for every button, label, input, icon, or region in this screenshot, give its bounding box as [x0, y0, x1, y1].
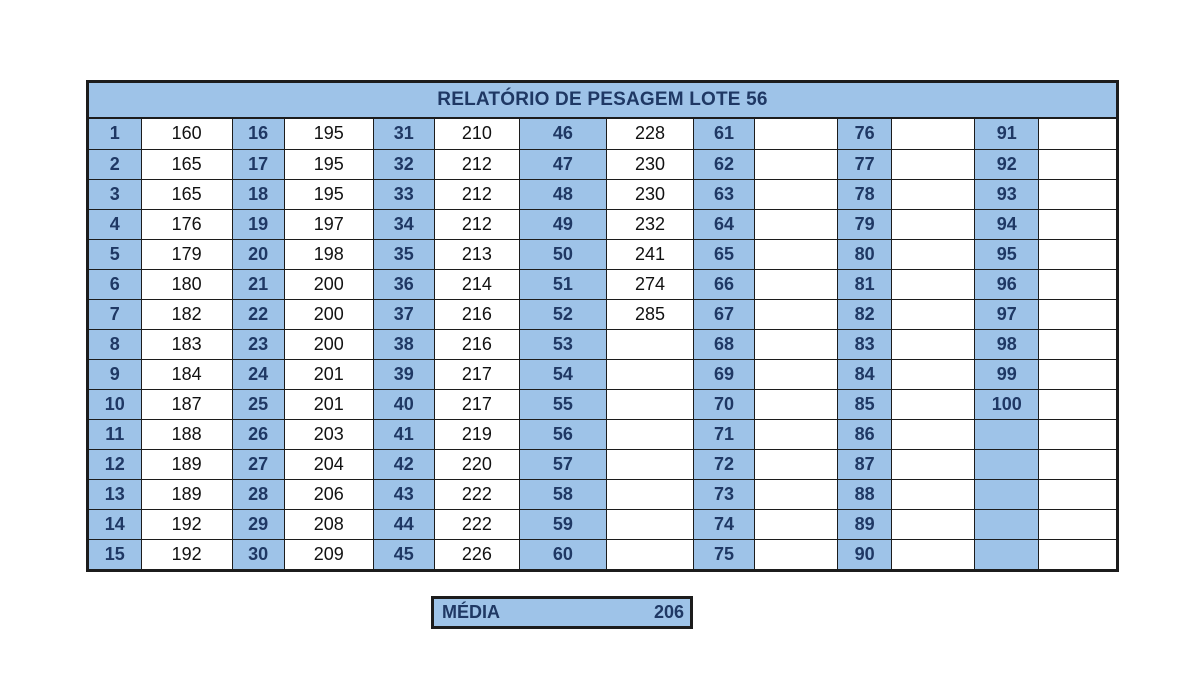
- animal-number-cell: 82: [838, 299, 892, 329]
- animal-number-cell: 14: [89, 509, 141, 539]
- animal-number-cell: 75: [694, 539, 755, 569]
- weight-cell: 214: [434, 269, 519, 299]
- animal-number-cell: 89: [838, 509, 892, 539]
- weight-cell: [606, 359, 693, 389]
- animal-number-cell: 10: [89, 389, 141, 419]
- weight-cell: 222: [434, 479, 519, 509]
- weight-cell: 228: [606, 119, 693, 149]
- table-row: [89, 209, 1116, 239]
- weight-cell: 285: [606, 299, 693, 329]
- animal-number-cell: 46: [519, 119, 606, 149]
- weight-cell: [755, 329, 838, 359]
- animal-number-cell: 88: [838, 479, 892, 509]
- weight-cell: [606, 449, 693, 479]
- animal-number-cell: 42: [373, 449, 434, 479]
- weight-cell: [892, 509, 975, 539]
- animal-number-cell: 16: [232, 119, 284, 149]
- animal-number-cell: 37: [373, 299, 434, 329]
- weight-cell: 195: [284, 149, 373, 179]
- animal-number-cell: 87: [838, 449, 892, 479]
- weight-cell: 209: [284, 539, 373, 569]
- animal-number-cell: 62: [694, 149, 755, 179]
- animal-number-cell: 72: [694, 449, 755, 479]
- weight-cell: 195: [284, 179, 373, 209]
- animal-number-cell: 95: [975, 239, 1039, 269]
- weight-cell: 197: [284, 209, 373, 239]
- weight-cell: [755, 509, 838, 539]
- weight-cell: [755, 479, 838, 509]
- animal-number-cell: 8: [89, 329, 141, 359]
- weight-cell: 274: [606, 269, 693, 299]
- weight-cell: 216: [434, 299, 519, 329]
- animal-number-cell: 24: [232, 359, 284, 389]
- weight-cell: 219: [434, 419, 519, 449]
- weight-cell: 183: [141, 329, 232, 359]
- weight-cell: [892, 119, 975, 149]
- animal-number-cell: 41: [373, 419, 434, 449]
- animal-number-cell: 50: [519, 239, 606, 269]
- weight-cell: [892, 479, 975, 509]
- animal-number-cell: 96: [975, 269, 1039, 299]
- weight-cell: [755, 269, 838, 299]
- weight-cell: [1039, 419, 1116, 449]
- animal-number-cell: 48: [519, 179, 606, 209]
- weight-cell: 192: [141, 539, 232, 569]
- animal-number-cell: 54: [519, 359, 606, 389]
- weighing-report-table: [86, 80, 1119, 572]
- table-row: [89, 299, 1116, 329]
- animal-number-cell: 63: [694, 179, 755, 209]
- weight-cell: [892, 239, 975, 269]
- weight-cell: [755, 539, 838, 569]
- weight-cell: 184: [141, 359, 232, 389]
- animal-number-cell: 56: [519, 419, 606, 449]
- weight-cell: 241: [606, 239, 693, 269]
- animal-number-cell: 40: [373, 389, 434, 419]
- table-row: [89, 239, 1116, 269]
- weight-cell: [755, 419, 838, 449]
- weights-grid: [89, 119, 1116, 569]
- animal-number-cell: 77: [838, 149, 892, 179]
- weight-cell: [892, 179, 975, 209]
- report-title: RELATÓRIO DE PESAGEM LOTE 56: [89, 83, 1116, 119]
- weight-cell: 195: [284, 119, 373, 149]
- animal-number-cell: [975, 539, 1039, 569]
- animal-number-cell: 18: [232, 179, 284, 209]
- table-row: [89, 509, 1116, 539]
- weight-cell: [892, 359, 975, 389]
- weight-cell: [1039, 479, 1116, 509]
- animal-number-cell: 97: [975, 299, 1039, 329]
- weight-cell: 212: [434, 209, 519, 239]
- weight-cell: 200: [284, 329, 373, 359]
- weight-cell: 226: [434, 539, 519, 569]
- animal-number-cell: 17: [232, 149, 284, 179]
- weight-cell: 212: [434, 149, 519, 179]
- animal-number-cell: 2: [89, 149, 141, 179]
- animal-number-cell: 76: [838, 119, 892, 149]
- weight-cell: 192: [141, 509, 232, 539]
- animal-number-cell: 52: [519, 299, 606, 329]
- animal-number-cell: 12: [89, 449, 141, 479]
- weight-cell: 200: [284, 269, 373, 299]
- animal-number-cell: 100: [975, 389, 1039, 419]
- weight-cell: [1039, 149, 1116, 179]
- animal-number-cell: 7: [89, 299, 141, 329]
- weight-cell: [1039, 359, 1116, 389]
- weight-cell: 201: [284, 359, 373, 389]
- animal-number-cell: 73: [694, 479, 755, 509]
- weight-cell: [1039, 449, 1116, 479]
- table-row: [89, 179, 1116, 209]
- animal-number-cell: 81: [838, 269, 892, 299]
- weight-cell: 217: [434, 389, 519, 419]
- animal-number-cell: 60: [519, 539, 606, 569]
- animal-number-cell: 19: [232, 209, 284, 239]
- animal-number-cell: 59: [519, 509, 606, 539]
- table-row: [89, 359, 1116, 389]
- animal-number-cell: 3: [89, 179, 141, 209]
- animal-number-cell: 31: [373, 119, 434, 149]
- animal-number-cell: 47: [519, 149, 606, 179]
- weight-cell: 210: [434, 119, 519, 149]
- weight-cell: [606, 389, 693, 419]
- animal-number-cell: 74: [694, 509, 755, 539]
- animal-number-cell: 99: [975, 359, 1039, 389]
- animal-number-cell: 80: [838, 239, 892, 269]
- weight-cell: [606, 479, 693, 509]
- weight-cell: [892, 299, 975, 329]
- weight-cell: [892, 209, 975, 239]
- weight-cell: [755, 119, 838, 149]
- animal-number-cell: 43: [373, 479, 434, 509]
- weight-cell: [606, 539, 693, 569]
- weight-cell: 200: [284, 299, 373, 329]
- animal-number-cell: 33: [373, 179, 434, 209]
- weight-cell: [892, 389, 975, 419]
- animal-number-cell: [975, 419, 1039, 449]
- weight-cell: [755, 449, 838, 479]
- animal-number-cell: 21: [232, 269, 284, 299]
- animal-number-cell: 98: [975, 329, 1039, 359]
- weight-cell: 198: [284, 239, 373, 269]
- animal-number-cell: 94: [975, 209, 1039, 239]
- animal-number-cell: 36: [373, 269, 434, 299]
- animal-number-cell: 90: [838, 539, 892, 569]
- animal-number-cell: 58: [519, 479, 606, 509]
- animal-number-cell: 79: [838, 209, 892, 239]
- weight-cell: 201: [284, 389, 373, 419]
- weight-cell: [1039, 239, 1116, 269]
- animal-number-cell: 39: [373, 359, 434, 389]
- animal-number-cell: 13: [89, 479, 141, 509]
- weight-cell: [606, 329, 693, 359]
- animal-number-cell: [975, 449, 1039, 479]
- animal-number-cell: 68: [694, 329, 755, 359]
- weight-cell: 213: [434, 239, 519, 269]
- weight-cell: [1039, 119, 1116, 149]
- animal-number-cell: 85: [838, 389, 892, 419]
- weight-cell: 212: [434, 179, 519, 209]
- weight-cell: [606, 509, 693, 539]
- animal-number-cell: 1: [89, 119, 141, 149]
- average-value: 206: [653, 602, 684, 622]
- weight-cell: 232: [606, 209, 693, 239]
- animal-number-cell: 32: [373, 149, 434, 179]
- animal-number-cell: 67: [694, 299, 755, 329]
- weight-cell: [755, 389, 838, 419]
- animal-number-cell: 9: [89, 359, 141, 389]
- weight-cell: 222: [434, 509, 519, 539]
- table-row: [89, 269, 1116, 299]
- weight-cell: 206: [284, 479, 373, 509]
- weight-cell: 188: [141, 419, 232, 449]
- weight-cell: [892, 269, 975, 299]
- weight-cell: [1039, 329, 1116, 359]
- weight-cell: 182: [141, 299, 232, 329]
- animal-number-cell: 44: [373, 509, 434, 539]
- animal-number-cell: 35: [373, 239, 434, 269]
- table-row: [89, 329, 1116, 359]
- animal-number-cell: 92: [975, 149, 1039, 179]
- weight-cell: 189: [141, 479, 232, 509]
- weight-cell: 187: [141, 389, 232, 419]
- weight-cell: 216: [434, 329, 519, 359]
- animal-number-cell: 38: [373, 329, 434, 359]
- animal-number-cell: 78: [838, 179, 892, 209]
- animal-number-cell: 91: [975, 119, 1039, 149]
- table-row: [89, 119, 1116, 149]
- animal-number-cell: 15: [89, 539, 141, 569]
- weight-cell: 208: [284, 509, 373, 539]
- animal-number-cell: 49: [519, 209, 606, 239]
- table-row: [89, 539, 1116, 569]
- weight-cell: [755, 299, 838, 329]
- animal-number-cell: 69: [694, 359, 755, 389]
- weight-cell: 180: [141, 269, 232, 299]
- weight-cell: [892, 419, 975, 449]
- animal-number-cell: 28: [232, 479, 284, 509]
- animal-number-cell: 5: [89, 239, 141, 269]
- animal-number-cell: 55: [519, 389, 606, 419]
- weight-cell: 203: [284, 419, 373, 449]
- grid-body: [89, 119, 1116, 569]
- animal-number-cell: [975, 479, 1039, 509]
- weight-cell: 176: [141, 209, 232, 239]
- animal-number-cell: 6: [89, 269, 141, 299]
- animal-number-cell: 71: [694, 419, 755, 449]
- table-row: [89, 419, 1116, 449]
- animal-number-cell: 20: [232, 239, 284, 269]
- animal-number-cell: 84: [838, 359, 892, 389]
- animal-number-cell: 45: [373, 539, 434, 569]
- weight-cell: [755, 179, 838, 209]
- weight-cell: [1039, 299, 1116, 329]
- weight-cell: 230: [606, 179, 693, 209]
- weight-cell: 230: [606, 149, 693, 179]
- table-row: [89, 389, 1116, 419]
- animal-number-cell: 34: [373, 209, 434, 239]
- animal-number-cell: 66: [694, 269, 755, 299]
- weight-cell: [755, 239, 838, 269]
- animal-number-cell: 27: [232, 449, 284, 479]
- weight-cell: [755, 359, 838, 389]
- weight-cell: [1039, 539, 1116, 569]
- average-box: [431, 596, 693, 629]
- animal-number-cell: 61: [694, 119, 755, 149]
- average-label: MÉDIA: [442, 602, 500, 622]
- weight-cell: [1039, 509, 1116, 539]
- animal-number-cell: 57: [519, 449, 606, 479]
- animal-number-cell: 70: [694, 389, 755, 419]
- animal-number-cell: 11: [89, 419, 141, 449]
- weight-cell: [1039, 389, 1116, 419]
- table-row: [89, 449, 1116, 479]
- animal-number-cell: 25: [232, 389, 284, 419]
- weight-cell: [1039, 179, 1116, 209]
- weight-cell: 165: [141, 179, 232, 209]
- animal-number-cell: 64: [694, 209, 755, 239]
- animal-number-cell: 51: [519, 269, 606, 299]
- weight-cell: [892, 449, 975, 479]
- animal-number-cell: [975, 509, 1039, 539]
- animal-number-cell: 4: [89, 209, 141, 239]
- table-row: [89, 479, 1116, 509]
- animal-number-cell: 65: [694, 239, 755, 269]
- weight-cell: 189: [141, 449, 232, 479]
- animal-number-cell: 93: [975, 179, 1039, 209]
- weight-cell: 220: [434, 449, 519, 479]
- weight-cell: 160: [141, 119, 232, 149]
- weight-cell: [606, 419, 693, 449]
- weight-cell: 165: [141, 149, 232, 179]
- weight-cell: [892, 329, 975, 359]
- weight-cell: 217: [434, 359, 519, 389]
- animal-number-cell: 86: [838, 419, 892, 449]
- animal-number-cell: 30: [232, 539, 284, 569]
- animal-number-cell: 26: [232, 419, 284, 449]
- weight-cell: [755, 149, 838, 179]
- weight-cell: 179: [141, 239, 232, 269]
- table-row: [89, 149, 1116, 179]
- weight-cell: [892, 149, 975, 179]
- weight-cell: 204: [284, 449, 373, 479]
- animal-number-cell: 23: [232, 329, 284, 359]
- animal-number-cell: 29: [232, 509, 284, 539]
- weight-cell: [1039, 209, 1116, 239]
- animal-number-cell: 83: [838, 329, 892, 359]
- weight-cell: [892, 539, 975, 569]
- animal-number-cell: 53: [519, 329, 606, 359]
- weight-cell: [755, 209, 838, 239]
- weight-cell: [1039, 269, 1116, 299]
- animal-number-cell: 22: [232, 299, 284, 329]
